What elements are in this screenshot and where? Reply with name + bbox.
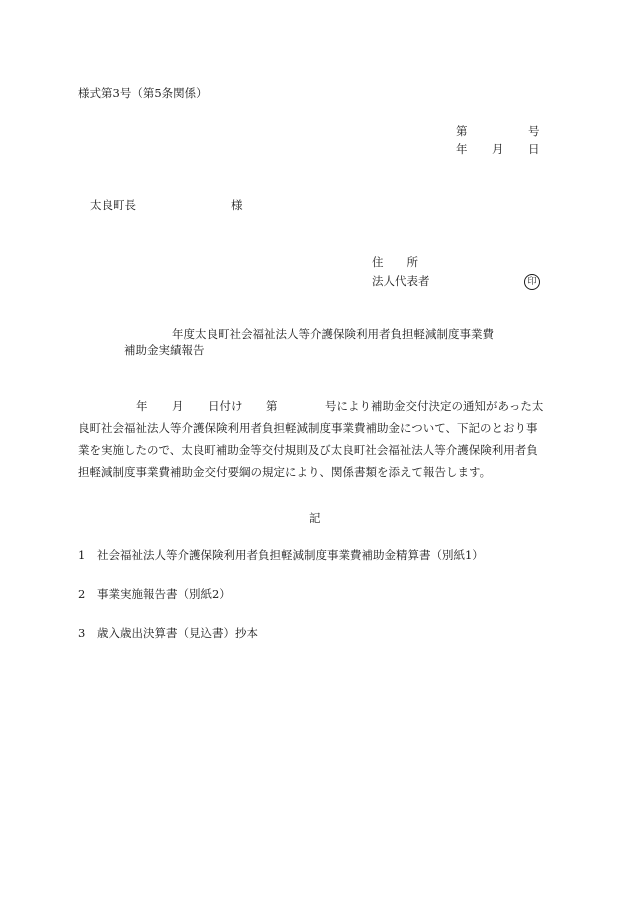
body-line-3: 業を実施したので、太良町補助金等交付規則及び太良町社会福祉法人等介護保険利用者負: [78, 443, 538, 457]
list-item: [78, 589, 231, 601]
item-text: 歳入歳出決算書（見込書）抄本: [96, 626, 258, 640]
seal-mark: 印: [524, 274, 540, 290]
addressee-title: 太良町長: [90, 198, 136, 212]
doc-date-day: 日: [528, 142, 540, 156]
title-line-1: 年度太良町社会福祉法人等介護保険利用者負担軽減制度事業費: [172, 327, 494, 341]
body-year: 年: [136, 399, 148, 413]
doc-date-year: 年: [456, 142, 468, 156]
body-number-rest: 号により補助金交付決定の通知があった太: [325, 399, 544, 413]
address-label: 住 所: [372, 255, 418, 269]
body-line-1: [78, 395, 558, 417]
item-number: 2: [78, 587, 86, 601]
body-number-prefix: 第: [266, 399, 278, 413]
title-line-2: 補助金実績報告: [124, 343, 205, 357]
body-dated: 日付け: [208, 399, 243, 413]
item-text: 事業実施報告書（別紙2）: [96, 587, 231, 601]
addressee-honorific: 様: [231, 198, 243, 212]
doc-number-prefix: 第: [456, 124, 468, 138]
item-number: 3: [78, 626, 86, 640]
ki-heading: 記: [309, 511, 321, 525]
body-line-2: 良町社会福祉法人等介護保険利用者負担軽減制度事業費補助金について、下記のとおり事: [78, 421, 538, 435]
list-item: [78, 628, 258, 640]
item-number: 1: [78, 548, 86, 562]
body-month: 月: [172, 399, 184, 413]
body-line-4: 担軽減制度事業費補助金交付要綱の規定により、関係書類を添えて報告します。: [78, 465, 492, 479]
item-text: 社会福祉法人等介護保険利用者負担軽減制度事業費補助金精算書（別紙1）: [96, 548, 484, 562]
representative-label: 法人代表者: [372, 274, 430, 288]
doc-date-month: 月: [492, 142, 504, 156]
body-text: [78, 395, 558, 483]
doc-number-suffix: 号: [528, 124, 540, 138]
list-item: [78, 550, 484, 562]
form-label: 様式第3号（第5条関係）: [78, 86, 208, 100]
